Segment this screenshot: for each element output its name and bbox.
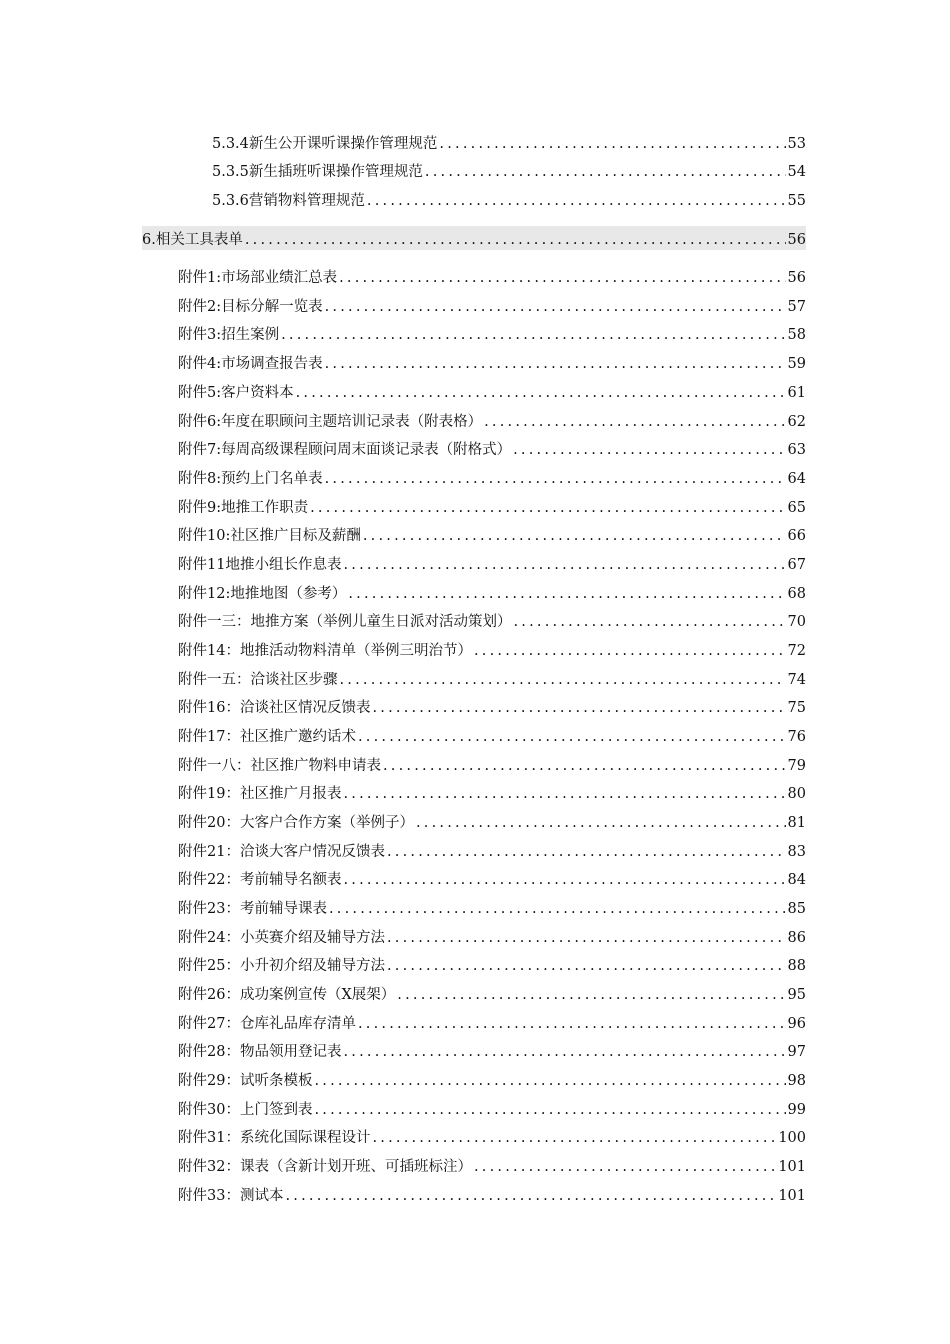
toc-entry-page: 95 <box>787 987 806 1003</box>
toc-entry[interactable] <box>178 522 806 546</box>
toc-entry-title: 附件12:地推地图（参考） <box>178 586 347 602</box>
dot-leader <box>325 297 786 317</box>
toc-entry[interactable] <box>212 158 806 182</box>
toc-entry[interactable] <box>178 293 806 317</box>
toc-entry-title: 附件20：大客户合作方案（举例子） <box>178 815 414 831</box>
toc-entry[interactable] <box>178 1124 806 1148</box>
toc-entry-title: 附件一三：地推方案（举例儿童生日派对活动策划） <box>178 614 512 630</box>
toc-entry-title: 附件4:市场调查报告表 <box>178 356 323 372</box>
toc-entry[interactable] <box>178 580 806 604</box>
toc-entry[interactable] <box>178 981 806 1005</box>
toc-entry-title: 附件一八：社区推广物料申请表 <box>178 758 381 774</box>
toc-entry-title: 5.3.5新生插班听课操作管理规范 <box>212 164 423 180</box>
toc-entry-page: 66 <box>787 528 806 544</box>
toc-entry-title: 附件2:目标分解一览表 <box>178 299 323 315</box>
toc-entry-page: 88 <box>787 958 806 974</box>
toc-entry-title: 附件33：测试本 <box>178 1188 284 1204</box>
toc-entry-page: 86 <box>787 930 806 946</box>
toc-entry-page: 59 <box>787 356 806 372</box>
dot-leader <box>343 1042 785 1062</box>
dot-leader <box>281 325 785 345</box>
toc-entry[interactable] <box>178 1038 806 1062</box>
toc-entry-page: 61 <box>787 385 806 401</box>
dot-leader <box>296 383 786 403</box>
toc-entry-title: 附件28：物品领用登记表 <box>178 1044 342 1060</box>
toc-entry-page: 72 <box>787 643 806 659</box>
toc-entry-page: 67 <box>787 557 806 573</box>
toc-entry-title: 附件1:市场部业绩汇总表 <box>178 270 338 286</box>
toc-entry[interactable] <box>178 379 806 403</box>
toc-entry[interactable] <box>178 350 806 374</box>
toc-entry-page: 54 <box>787 164 806 180</box>
toc-entry-title: 附件17：社区推广邀约话术 <box>178 729 356 745</box>
toc-entry[interactable] <box>178 1096 806 1120</box>
toc-entry[interactable] <box>178 608 806 632</box>
dot-leader <box>343 870 785 890</box>
dot-leader <box>372 1128 776 1148</box>
toc-entry-title: 附件11地推小组长作息表 <box>178 557 342 573</box>
dot-leader <box>343 555 785 575</box>
dot-leader <box>325 354 786 374</box>
toc-entry-page: 75 <box>787 700 806 716</box>
toc-entry-page: 79 <box>787 758 806 774</box>
toc-entry-title: 6.相关工具表单 <box>142 232 243 248</box>
toc-entry-page: 96 <box>787 1016 806 1032</box>
toc-entry-title: 附件9:地推工作职责 <box>178 500 309 516</box>
toc-entry-title: 附件19：社区推广月报表 <box>178 786 342 802</box>
toc-entry[interactable] <box>178 666 806 690</box>
toc-entry-title: 附件23：考前辅导课表 <box>178 901 327 917</box>
dot-leader <box>329 899 786 919</box>
dot-leader <box>372 698 785 718</box>
toc-section-heading[interactable] <box>142 226 806 250</box>
toc-entry-page: 97 <box>787 1044 806 1060</box>
toc-entry[interactable] <box>178 752 806 776</box>
toc-entry-page: 70 <box>787 614 806 630</box>
toc-entry-page: 56 <box>787 270 806 286</box>
toc-entry-page: 56 <box>787 232 806 248</box>
dot-leader <box>387 956 786 976</box>
toc-entry-title: 附件5:客户资料本 <box>178 385 294 401</box>
toc-entry-title: 附件21：洽谈大客户情况反馈表 <box>178 844 385 860</box>
toc-entry-page: 85 <box>787 901 806 917</box>
toc-entry-title: 附件26：成功案例宣传（X展架） <box>178 987 396 1003</box>
toc-entry-page: 101 <box>778 1188 806 1204</box>
toc-entry[interactable] <box>178 924 806 948</box>
toc-entry-title: 附件16：洽谈社区情况反馈表 <box>178 700 371 716</box>
toc-entry-title: 附件8:预约上门名单表 <box>178 471 323 487</box>
toc-entry[interactable] <box>178 838 806 862</box>
toc-entry-page: 98 <box>787 1073 806 1089</box>
dot-leader <box>285 1186 776 1206</box>
toc-entry-page: 76 <box>787 729 806 745</box>
toc-entry-page: 74 <box>787 672 806 688</box>
toc-entry-title: 附件3:招生案例 <box>178 327 280 343</box>
toc-entry[interactable] <box>178 1153 806 1177</box>
toc-entry-page: 81 <box>787 815 806 831</box>
toc-entry-page: 84 <box>787 872 806 888</box>
dot-leader <box>340 670 786 690</box>
toc-entry-title: 附件32：课表（含新计划开班、可插班标注） <box>178 1159 472 1175</box>
toc-entry-title: 附件一五：洽谈社区步骤 <box>178 672 338 688</box>
toc-entry-title: 附件30：上门签到表 <box>178 1102 313 1118</box>
dot-leader <box>514 612 786 632</box>
toc-entry-title: 5.3.6营销物料管理规范 <box>212 193 365 209</box>
toc-entry-title: 附件22：考前辅导名额表 <box>178 872 342 888</box>
dot-leader <box>348 584 785 604</box>
dot-leader <box>310 498 785 518</box>
toc-entry-title: 附件6:年度在职顾问主题培训记录表（附表格） <box>178 414 483 430</box>
toc-entry-title: 附件31：系统化国际课程设计 <box>178 1130 371 1146</box>
toc-entry[interactable] <box>212 187 806 211</box>
toc-entry-title: 附件7:每周高级课程顾问周末面谈记录表（附格式） <box>178 442 512 458</box>
toc-entry[interactable] <box>178 408 806 432</box>
dot-leader <box>358 1014 786 1034</box>
toc-entry[interactable] <box>178 809 806 833</box>
toc-entry[interactable] <box>178 723 806 747</box>
dot-leader <box>387 842 786 862</box>
toc-entry-title: 附件24：小英赛介绍及辅导方法 <box>178 930 385 946</box>
toc-entry[interactable] <box>178 895 806 919</box>
toc-entry-page: 64 <box>787 471 806 487</box>
toc-entry[interactable] <box>178 264 806 288</box>
toc-entry-page: 80 <box>787 786 806 802</box>
dot-leader <box>484 412 785 432</box>
toc-entry-title: 附件25：小升初介绍及辅导方法 <box>178 958 385 974</box>
dot-leader <box>383 756 786 776</box>
toc-entry[interactable] <box>178 1010 806 1034</box>
toc-entry[interactable] <box>178 780 806 804</box>
toc-entry-page: 68 <box>787 586 806 602</box>
toc-entry-page: 63 <box>787 442 806 458</box>
toc-entry[interactable] <box>178 551 806 575</box>
toc-entry[interactable] <box>178 465 806 489</box>
dot-leader <box>343 784 785 804</box>
dot-leader <box>358 727 786 747</box>
dot-leader <box>245 230 786 250</box>
dot-leader <box>474 1157 776 1177</box>
toc-entry[interactable] <box>178 1182 806 1206</box>
toc-entry-title: 5.3.4新生公开课听课操作管理规范 <box>212 136 438 152</box>
toc-entry[interactable] <box>178 321 806 345</box>
dot-leader <box>325 469 786 489</box>
toc-entry-page: 100 <box>778 1130 806 1146</box>
toc-entry-page: 55 <box>787 193 806 209</box>
toc-entry-title: 附件10:社区推广目标及薪酬 <box>178 528 361 544</box>
toc-entry-title: 附件14：地推活动物料清单（举例三明治节） <box>178 643 472 659</box>
dot-leader <box>339 268 785 288</box>
dot-leader <box>425 162 786 182</box>
dot-leader <box>416 813 786 833</box>
dot-leader <box>474 641 786 661</box>
dot-leader <box>363 526 786 546</box>
dot-leader <box>367 191 786 211</box>
toc-entry[interactable] <box>178 694 806 718</box>
toc-entry[interactable] <box>178 1067 806 1091</box>
toc-entry-title: 附件27：仓库礼品库存清单 <box>178 1016 356 1032</box>
toc-entry[interactable] <box>178 952 806 976</box>
dot-leader <box>513 440 785 460</box>
toc-entry[interactable] <box>212 130 806 154</box>
toc-entry-page: 58 <box>787 327 806 343</box>
toc-entry-page: 53 <box>787 136 806 152</box>
toc-entry-title: 附件29：试听条模板 <box>178 1073 313 1089</box>
dot-leader <box>314 1071 785 1091</box>
dot-leader <box>439 134 785 154</box>
dot-leader <box>397 985 785 1005</box>
dot-leader <box>387 928 786 948</box>
toc-entry-page: 62 <box>787 414 806 430</box>
toc-entry[interactable] <box>178 436 806 460</box>
toc-entry-page: 83 <box>787 844 806 860</box>
toc-entry-page: 57 <box>787 299 806 315</box>
toc-entry-page: 101 <box>778 1159 806 1175</box>
dot-leader <box>314 1100 785 1120</box>
toc-entry-page: 99 <box>787 1102 806 1118</box>
toc-entry-page: 65 <box>787 500 806 516</box>
toc-entry[interactable] <box>178 637 806 661</box>
toc-entry[interactable] <box>178 866 806 890</box>
toc-entry[interactable] <box>178 494 806 518</box>
